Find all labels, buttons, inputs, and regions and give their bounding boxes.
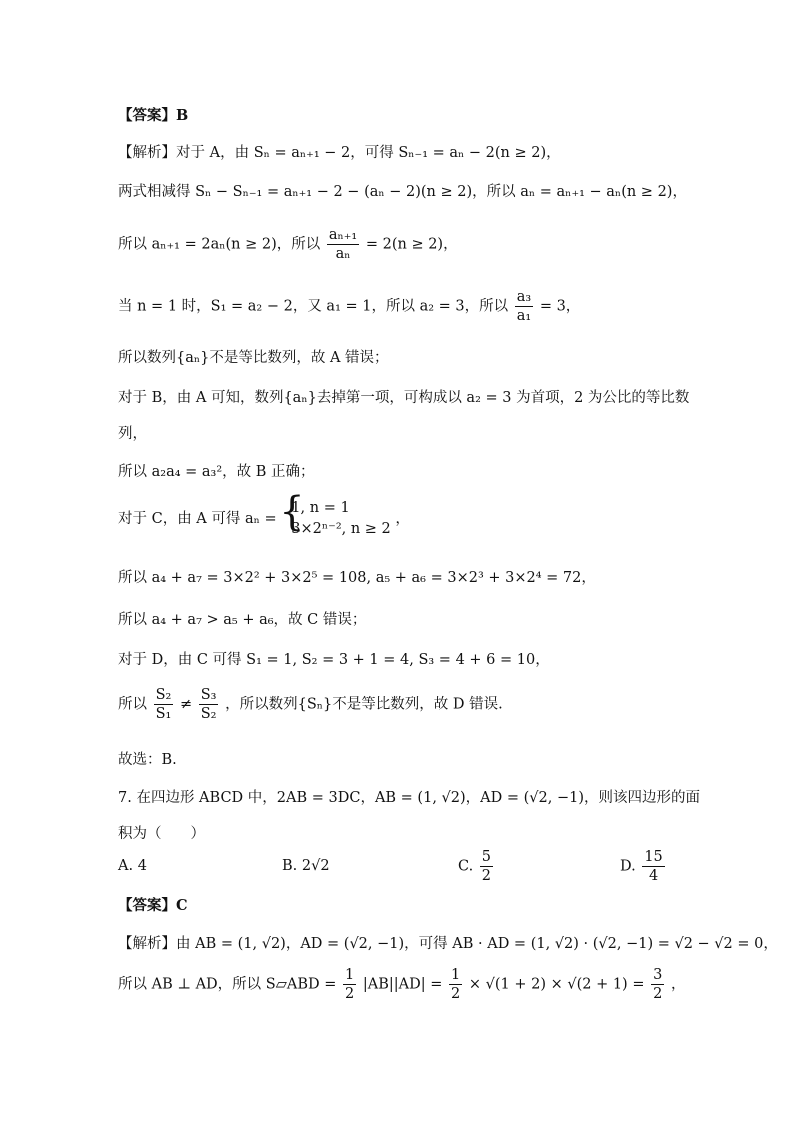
answer-label-2: 【答案】C: [118, 897, 188, 914]
area-result: [651, 966, 664, 1003]
final-choice: 故选：B.: [118, 752, 177, 768]
analysis-line-7: 列，: [118, 426, 147, 442]
analysis-line-12: 对于 D，由 C 可得 S₁ = 1, S₂ = 3 + 1 = 4, S₃ = 4 + 6 = 10，: [118, 652, 550, 668]
a3-a1-fraction: [515, 288, 533, 325]
option-c-numerator: 5: [480, 848, 493, 867]
analysis-line-3-text: 所以 aₙ₊₁ = 2aₙ(n ≥ 2)，所以: [118, 236, 321, 253]
area-half-2: [449, 966, 462, 1003]
analysis-7-line-2-text: 所以 AB ⊥ AD，所以 S▱ABD =: [118, 976, 337, 993]
ratio-fraction: [327, 226, 359, 263]
area-end: ，: [670, 976, 686, 993]
case-2: 3×2ⁿ⁻², n ≥ 2: [291, 521, 391, 538]
analysis-line-8: 所以 a₂a₄ = a₃²，故 B 正确；: [118, 464, 315, 480]
s3-numerator: S₃: [199, 686, 219, 705]
a1-denominator: a₁: [516, 308, 532, 325]
option-d-fraction: [642, 848, 664, 885]
option-c: [458, 848, 495, 885]
option-c-denominator: 2: [481, 868, 492, 885]
s2-numerator: S₂: [154, 686, 174, 705]
s1-denominator: S₁: [155, 706, 172, 723]
ratio-denominator: aₙ: [335, 246, 351, 263]
case-tail: ，: [395, 511, 410, 528]
area-half-1: [343, 966, 356, 1003]
analysis-line-6: 对于 B，由 A 可知，数列{aₙ}去掉第一项，可构成以 a₂ = 3 为首项，2 为公比的等比数: [118, 390, 690, 406]
area-result-den: 2: [653, 986, 663, 1003]
analysis-line-5: 所以数列{aₙ}不是等比数列，故 A 错误；: [118, 350, 389, 366]
analysis-line-2: 两式相减得 Sₙ − Sₙ₋₁ = aₙ₊₁ − 2 − (aₙ − 2)(n ≥ 2)，所以 aₙ = aₙ₊₁ − aₙ(n ≥ 2)，: [118, 184, 687, 200]
option-d-denominator: 4: [648, 868, 659, 885]
option-c-fraction: [480, 848, 493, 885]
option-a: A. 4: [118, 858, 147, 874]
answer-label-1: 【答案】B: [118, 107, 189, 124]
area-product: × √(1 + 2) × √(2 + 1) =: [468, 976, 645, 993]
question-7-line-2: 积为（ ）: [118, 826, 205, 842]
s3-s2-fraction: [199, 686, 219, 723]
option-d-label: D.: [620, 858, 636, 875]
analysis-line-4: [118, 288, 580, 325]
s2-denominator: S₂: [200, 706, 217, 723]
a3-a1-tail: = 3，: [539, 298, 581, 315]
area-half-2-num: 1: [449, 966, 462, 985]
analysis-line-10: 所以 a₄ + a₇ = 3×2² + 3×2⁵ = 108, a₅ + a₆ = 3×2³ + 3×2⁴ = 72，: [118, 570, 596, 586]
option-d-numerator: 15: [642, 848, 664, 867]
analysis-line-13: [118, 686, 503, 723]
analysis-7-line-1: 【解析】由 AB = (1, √2)，AD = (√2, −1)，可得 AB · AD = (1, √2) · (√2, −1) = √2 − √2 = 0，: [118, 936, 778, 952]
area-half-1-den: 2: [345, 986, 355, 1003]
analysis-line-13-text: 所以: [118, 696, 147, 713]
a3-numerator: a₃: [515, 288, 533, 307]
option-c-label: C.: [458, 858, 474, 875]
d-conclusion: ，所以数列{Sₙ}不是等比数列，故 D 错误.: [225, 696, 503, 713]
question-7-line-1: 7. 在四边形 ABCD 中，2AB = 3DC，AB = (1, √2)，AD = (√2, −1)，则该四边形的面: [118, 790, 700, 806]
analysis-7-line-2: [118, 966, 685, 1003]
not-equal-sign: ≠: [179, 696, 193, 713]
s2-s1-fraction: [154, 686, 174, 723]
area-magnitudes: |AB||AD| =: [362, 976, 443, 993]
area-result-num: 3: [651, 966, 664, 985]
analysis-line-9: [118, 498, 410, 540]
analysis-line-11: 所以 a₄ + a₇ > a₅ + a₆，故 C 错误；: [118, 612, 367, 628]
option-b: B. 2√2: [282, 858, 330, 874]
area-half-1-num: 1: [343, 966, 356, 985]
option-d: [620, 848, 667, 885]
ratio-tail: = 2(n ≥ 2)，: [365, 236, 458, 253]
piecewise-cases: [281, 498, 391, 540]
ratio-numerator: aₙ₊₁: [327, 226, 359, 245]
case-1: { 1, n = 1: [291, 500, 350, 516]
analysis-line-3: [118, 226, 458, 263]
analysis-line-1: 【解析】对于 A，由 Sₙ = aₙ₊₁ − 2，可得 Sₙ₋₁ = aₙ − 2(n ≥ 2)，: [118, 145, 561, 161]
analysis-line-4-text: 当 n = 1 时，S₁ = a₂ − 2，又 a₁ = 1，所以 a₂ = 3，所以: [118, 298, 509, 315]
area-half-2-den: 2: [451, 986, 461, 1003]
analysis-line-9-text: 对于 C，由 A 可得 aₙ =: [118, 511, 277, 528]
